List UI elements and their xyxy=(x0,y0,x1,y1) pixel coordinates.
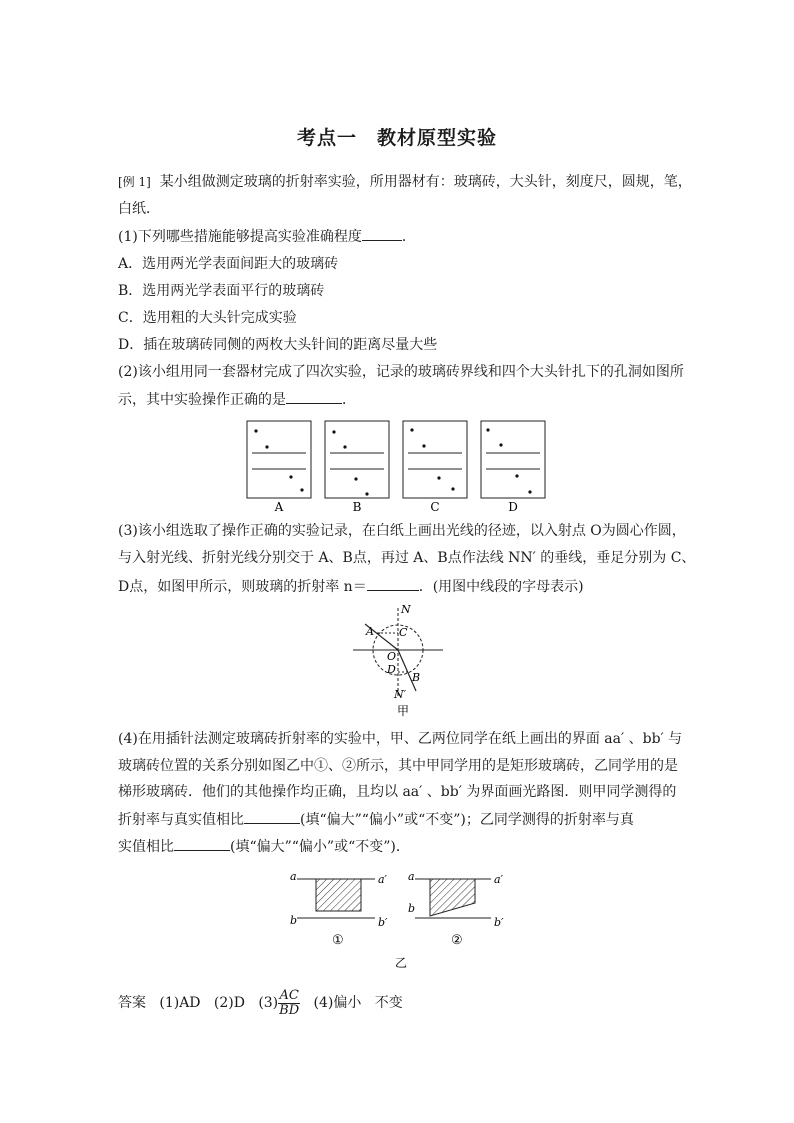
question-4-text-a: 折射率与真实值相比 xyxy=(118,812,244,828)
question-3-line-1: (3)该小组选取了操作正确的实验记录，在白纸上画出光线的径迹，以入射点 O为圆心作圆， xyxy=(118,523,686,539)
question-3-text: D点，如图甲所示，则玻璃的折射率 n＝ xyxy=(118,579,367,595)
question-4-text-b: (填“偏大”“偏小”或“不变”)；乙同学测得的折射率与真 xyxy=(300,812,634,828)
question-4-line-2: 玻璃砖位置的关系分别如图乙中①、②所示，其中甲同学用的是矩形玻璃砖，乙同学用的是 xyxy=(118,758,678,774)
question-2-line-2 xyxy=(118,389,356,410)
question-4-line-3: 梯形玻璃砖．他们的其他操作均正确，且均以 aa′ 、bb′ 为界面画光路图．则甲同学测得的 xyxy=(118,784,677,800)
pin-record-c xyxy=(403,421,467,498)
answer-blank-2[interactable] xyxy=(286,389,342,404)
answer-line xyxy=(118,988,403,1018)
label-a-2: a xyxy=(408,870,415,883)
pin-record-a xyxy=(247,421,311,498)
option-d: D．插在玻璃砖同侧的两枚大头针间的距离尽量大些 xyxy=(118,337,438,353)
label-b-prime-1: b′ xyxy=(378,916,388,929)
label-b-prime-2: b′ xyxy=(494,916,504,929)
question-2-line-1: (2)该小组用同一套器材完成了四次实验，记录的玻璃砖界线和四个大头针扎下的孔洞如图所 xyxy=(118,364,684,380)
answer-part-3: (3) xyxy=(258,995,279,1011)
answer-blank-3[interactable] xyxy=(367,576,419,591)
question-4-line-4 xyxy=(118,809,634,830)
figure-label-1: ① xyxy=(332,933,344,948)
answer-part-1: (1)AD xyxy=(159,995,201,1011)
answer-part-2: (2)D xyxy=(213,995,245,1011)
pin-label-b: B xyxy=(352,500,362,514)
label-b-1: b xyxy=(290,914,298,927)
question-4-end: (填“偏大”“偏小”或“不变”)． xyxy=(230,839,410,855)
question-1-text: (1)下列哪些措施能够提高实验准确程度 xyxy=(118,229,362,245)
answer-fraction xyxy=(278,989,300,1018)
question-4-line-1: (4)在用插针法测定玻璃砖折射率的实验中，甲、乙两位同学在纸上画出的界面 aa′ 、bb′ 与 xyxy=(118,731,683,747)
option-c: C．选用粗的大头针完成实验 xyxy=(118,310,297,326)
figure-jia-caption: 甲 xyxy=(397,704,410,718)
label-a-1: a xyxy=(290,870,297,883)
question-2-end: ． xyxy=(342,392,356,408)
question-1-end: ． xyxy=(401,229,416,245)
pin-label-c: C xyxy=(430,500,440,514)
label-a-prime-2: a′ xyxy=(494,873,504,886)
answer-blank-1[interactable] xyxy=(362,226,402,241)
section-title: 考点一 教材原型实验 xyxy=(296,127,497,149)
label-a: A xyxy=(366,625,374,638)
figure-yi-glass-bricks xyxy=(283,866,513,970)
answer-blank-4b[interactable] xyxy=(174,836,230,851)
figure-pin-records xyxy=(244,418,550,514)
question-2-text: 示，其中实验操作正确的是 xyxy=(118,392,286,408)
fraction-numerator: AC xyxy=(279,987,299,1003)
figure-label-2: ② xyxy=(451,933,463,948)
label-n: N xyxy=(401,603,411,616)
fraction-denominator: BD xyxy=(279,1002,300,1018)
answer-part-5: 不变 xyxy=(374,995,403,1011)
label-o: O xyxy=(387,650,397,663)
question-3-end: ．(用图中线段的字母表示) xyxy=(418,579,584,595)
answer-label: 答案 xyxy=(118,995,146,1011)
label-c: C xyxy=(399,626,408,639)
pin-record-b xyxy=(325,421,389,498)
label-b: B xyxy=(412,671,421,684)
answer-part-4: (4)偏小 xyxy=(313,995,362,1011)
question-3-line-2: 与入射光线、折射光线分别交于 A、B点，再过 A、B点作法线 NN′ 的垂线，垂足分别为 C、 xyxy=(118,550,696,566)
example-tag: [例 1] xyxy=(118,175,151,189)
pin-record-d xyxy=(481,421,545,498)
question-4-line-5 xyxy=(118,836,410,857)
answer-blank-4a[interactable] xyxy=(244,809,300,824)
figure-yi-caption: 乙 xyxy=(395,956,408,970)
label-n-prime: N′ xyxy=(394,688,407,701)
figure-2-trapezoid xyxy=(408,870,504,948)
label-a-prime-1: a′ xyxy=(378,873,388,886)
example-intro-line-2: 白纸． xyxy=(118,201,160,217)
example-intro-line-1 xyxy=(118,172,692,192)
question-1-stem xyxy=(118,226,416,247)
example-intro-text: 某小组做测定玻璃的折射率实验，所用器材有：玻璃砖，大头针，刻度尺，圆规，笔， xyxy=(159,174,692,190)
question-3-line-3 xyxy=(118,576,584,597)
question-4-text-c: 实值相比 xyxy=(118,839,174,855)
option-a: A．选用两光学表面间距大的玻璃砖 xyxy=(118,256,339,272)
label-b-2: b xyxy=(408,902,416,915)
option-b: B．选用两光学表面平行的玻璃砖 xyxy=(118,283,325,299)
figure-jia-circle xyxy=(350,600,446,718)
label-d: D xyxy=(387,663,396,676)
figure-1-rectangular xyxy=(290,870,388,948)
pin-label-a: A xyxy=(274,500,284,514)
pin-label-d: D xyxy=(508,500,518,514)
